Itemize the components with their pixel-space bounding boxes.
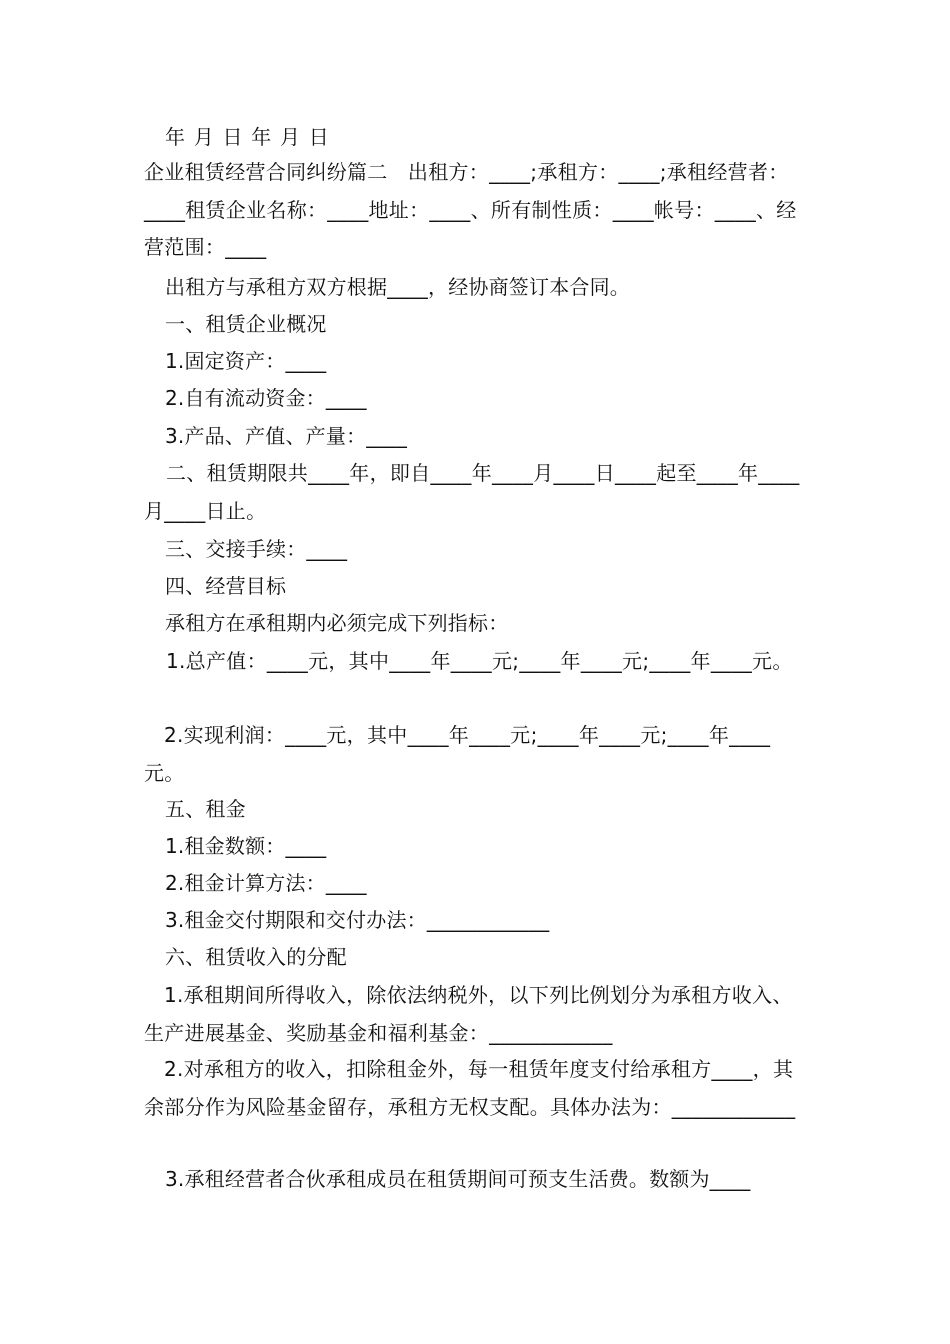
list-item: 3.产品、产值、产量：____ <box>165 424 408 448</box>
list-item: 1.总产值：____元，其中____年____元;____年____元;____年____元。 <box>166 649 793 673</box>
list-item: 2.实现利润：____元，其中____年____元;____年____元;____年____元。 <box>144 723 771 785</box>
list-item: 2.租金计算方法：____ <box>165 871 367 895</box>
section-heading-3: 三、交接手续：____ <box>165 537 348 561</box>
section-heading-6: 六、租赁收入的分配 <box>165 945 347 969</box>
intro-paragraph: 出租方与承租方双方根据____，经协商签订本合同。 <box>165 275 630 299</box>
list-item: 1.承租期间所得收入，除依法纳税外，以下列比例划分为承租方收入、生产进展基金、奖励基金和福利基金：____________ <box>144 983 793 1045</box>
list-item: 2.对承租方的收入，扣除租金外，每一租赁年度支付给承租方____，其余部分作为风险基金留存，承租方无权支配。具体办法为：____________ <box>144 1057 796 1119</box>
list-item: 3.承租经营者合伙承租成员在租赁期间可预支生活费。数额为____ <box>165 1167 751 1191</box>
contract-header-paragraph: 企业租赁经营合同纠纷篇二 出租方：____;承租方：____;承租经营者：____租赁企业名称：____地址：____、所有制性质：____帐号：____、经营范围：____ <box>144 160 797 259</box>
section-heading-1: 一、租赁企业概况 <box>165 312 327 336</box>
section-heading-5: 五、租金 <box>165 797 246 821</box>
date-line: 年 月 日 年 月 日 <box>165 125 329 149</box>
list-item: 2.自有流动资金：____ <box>165 386 367 410</box>
section-heading-2: 二、租赁期限共____年，即自____年____月____日____起至____年____月____日止。 <box>144 461 800 523</box>
paragraph: 承租方在承租期内必须完成下列指标： <box>165 611 509 635</box>
list-item: 1.租金数额：____ <box>165 834 327 858</box>
section-heading-4: 四、经营目标 <box>165 574 287 598</box>
list-item: 3.租金交付期限和交付办法：____________ <box>165 908 550 932</box>
list-item: 1.固定资产：____ <box>165 349 327 373</box>
